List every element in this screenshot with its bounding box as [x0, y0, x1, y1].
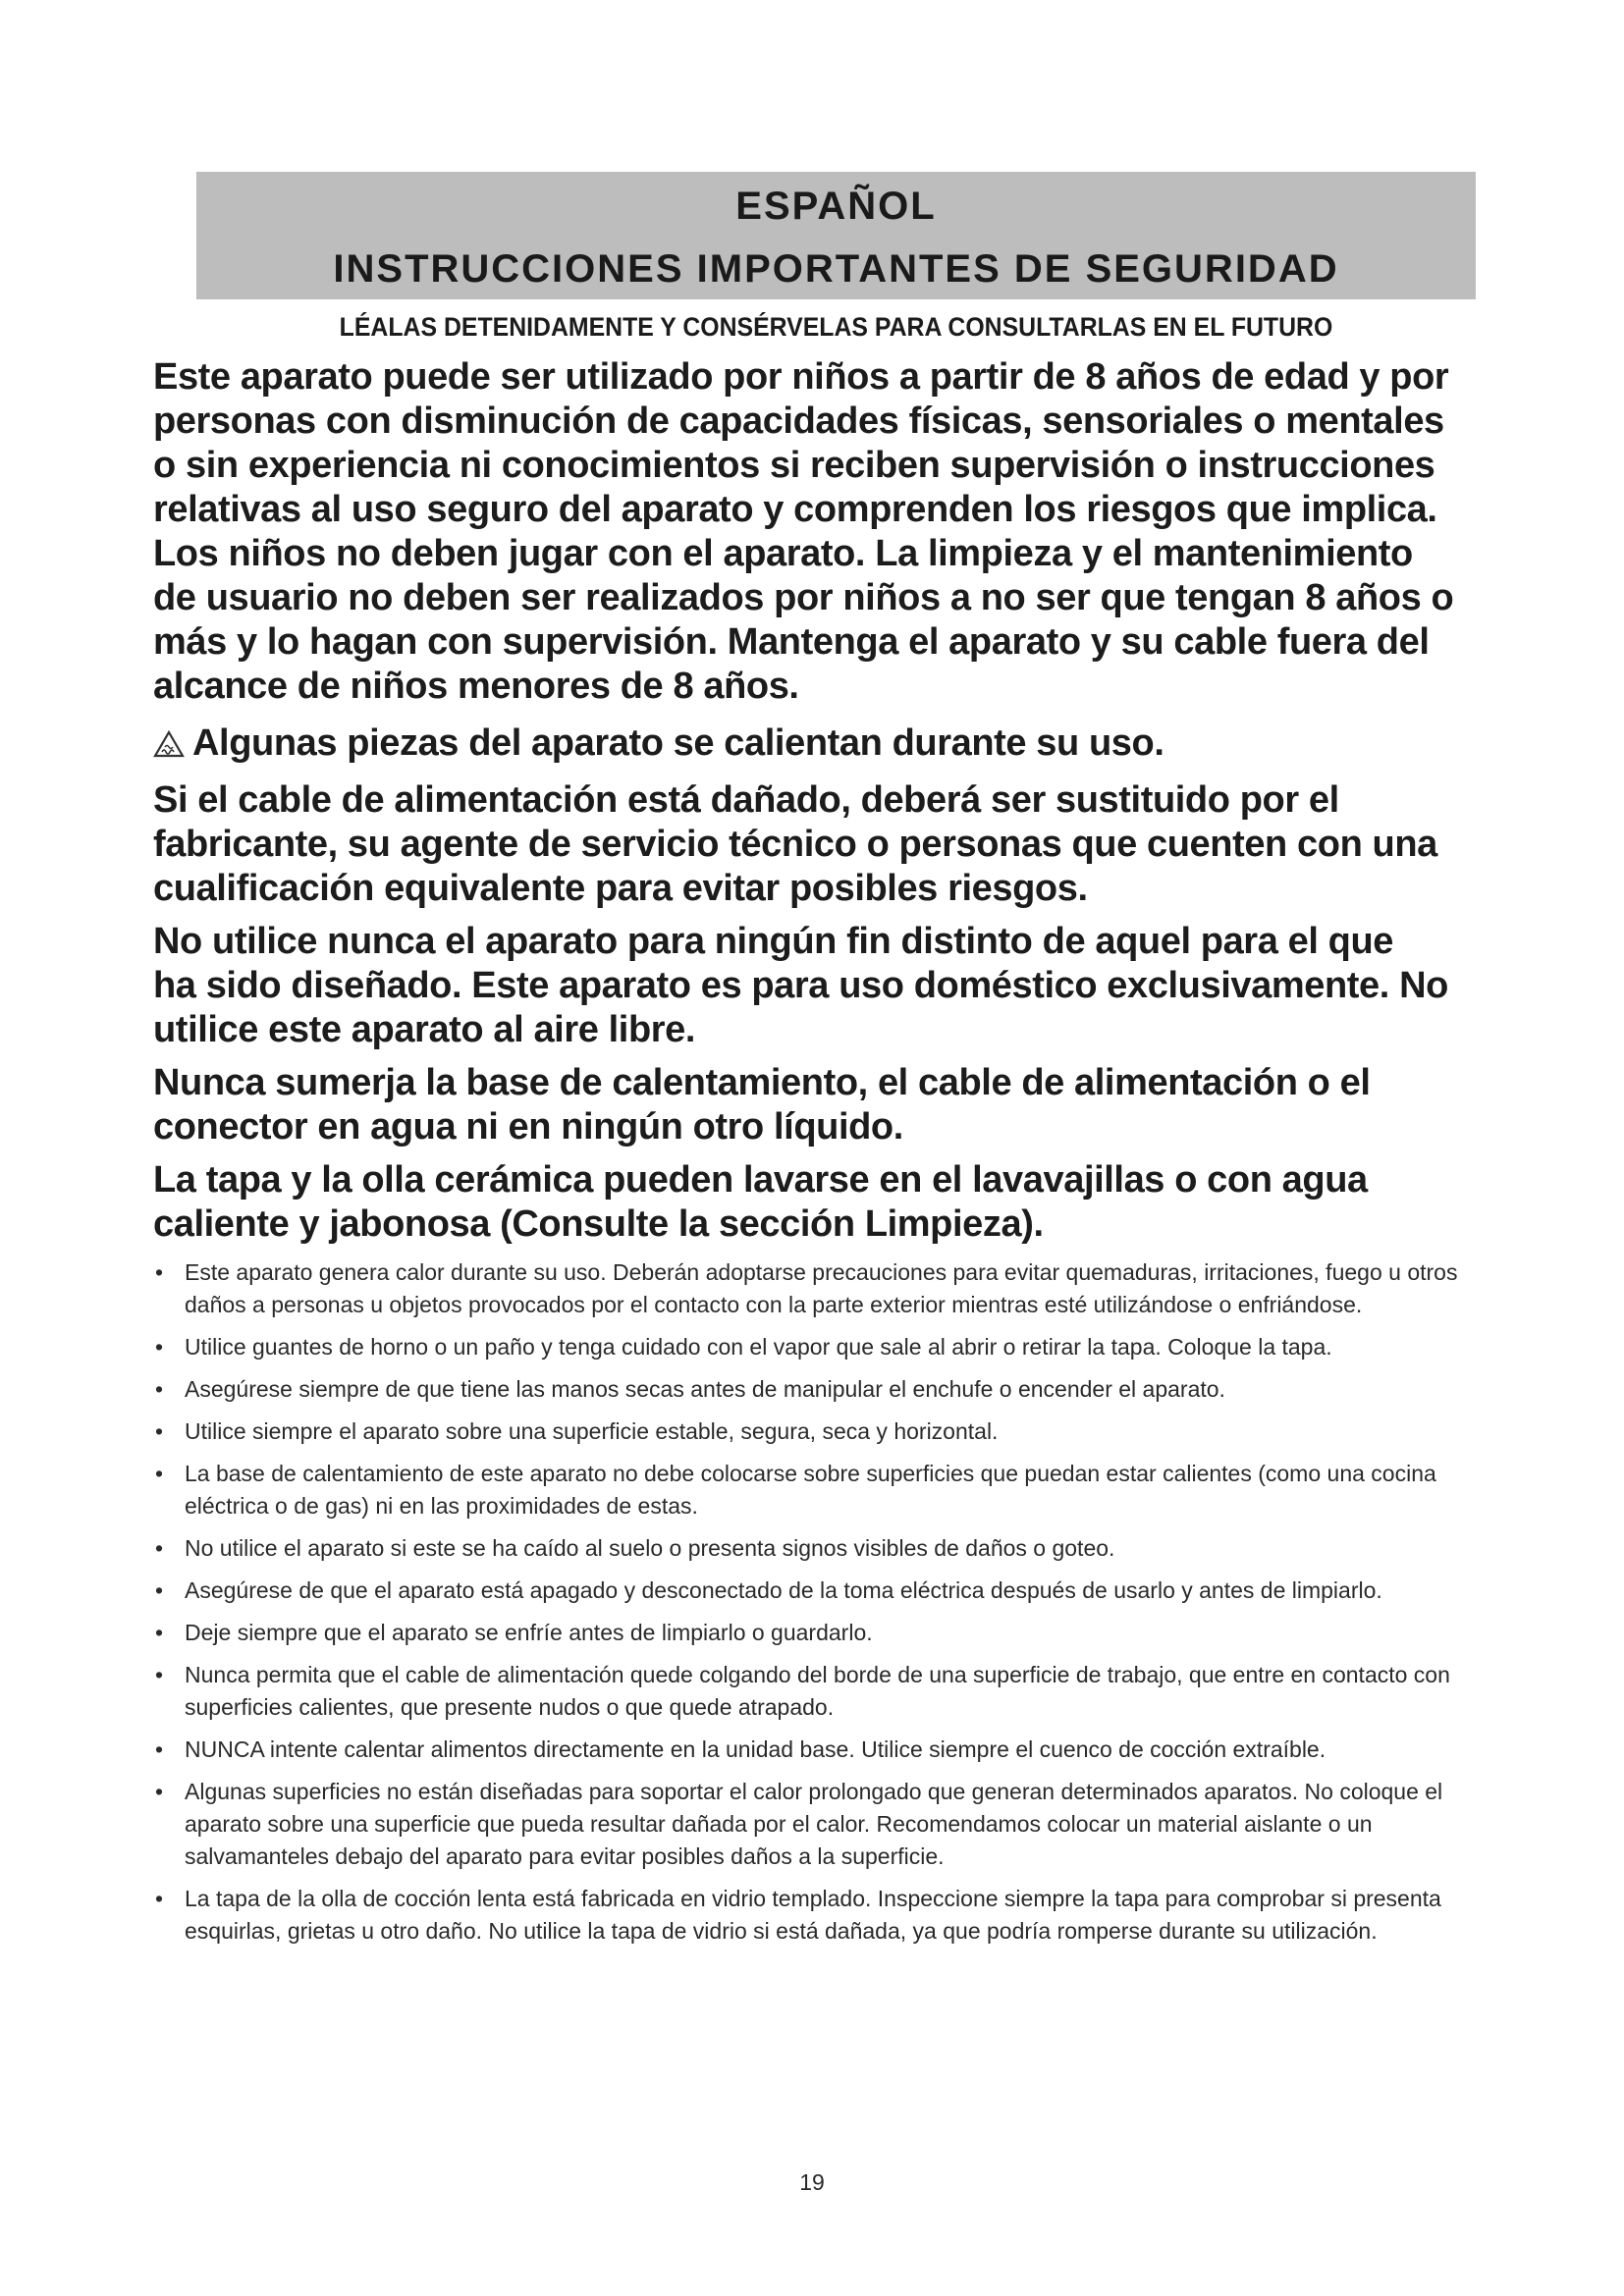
safety-title: INSTRUCCIONES IMPORTANTES DE SEGURIDAD: [333, 247, 1339, 291]
paragraph-dishwasher: [153, 1158, 1518, 1247]
text-line: Nunca sumerja la base de calentamiento, el cable de alimentación o el: [153, 1062, 1371, 1103]
list-item-text: Asegúrese de que el aparato está apagado y desconectado de la toma eléctrica después de usarlo y antes de limpiarlo.: [185, 1577, 1382, 1603]
list-item: [155, 1373, 1520, 1406]
paragraph-cable-damage: [153, 778, 1518, 911]
bullet-marker: •: [155, 1662, 164, 1687]
bullet-marker: •: [155, 1334, 164, 1360]
list-item-text: La base de calentamiento de este aparato no debe colocarse sobre superficies que puedan estar calientes (como una cocina eléctrica o de gas) ni en las proximidades de estas.: [185, 1461, 1436, 1519]
list-item: [155, 1415, 1520, 1448]
list-item-text: La tapa de la olla de cocción lenta está fabricada en vidrio templado. Inspeccione siempre la tapa para comprobar si presenta esquirlas, grietas u otro daño. No utilice la tapa de vidrio si está dañada, ya que podría romperse durante su utilización.: [185, 1886, 1441, 1944]
language-title: ESPAÑOL: [735, 185, 937, 228]
list-item-text: No utilice el aparato si este se ha caído al suelo o presenta signos visibles de daños o goteo.: [185, 1535, 1115, 1561]
text-line: caliente y jabonosa (Consulte la sección Limpieza).: [153, 1203, 1044, 1245]
text-line: Si el cable de alimentación está dañado, deberá ser sustituido por el: [153, 779, 1339, 821]
text-line: alcance de niños menores de 8 años.: [153, 666, 799, 707]
text-line: fabricante, su agente de servicio técnico o personas que cuenten con una: [153, 824, 1437, 865]
list-item: [155, 1331, 1520, 1363]
list-item: [155, 1734, 1520, 1766]
text-line: La tapa y la olla cerámica pueden lavarse en el lavavajillas o con agua: [153, 1159, 1368, 1201]
list-item-text: Utilice guantes de horno o un paño y tenga cuidado con el vapor que sale al abrir o retirar la tapa. Coloque la tapa.: [185, 1334, 1332, 1360]
bullet-marker: •: [155, 1259, 164, 1285]
text-line: más y lo hagan con supervisión. Mantenga el aparato y su cable fuera del: [153, 621, 1430, 663]
list-item-text: Asegúrese siempre de que tiene las manos secas antes de manipular el enchufe o encender el aparato.: [185, 1376, 1225, 1402]
text-line: relativas al uso seguro del aparato y comprenden los riesgos que implica.: [153, 489, 1437, 530]
bullet-marker: •: [155, 1376, 164, 1402]
list-item-text: Este aparato genera calor durante su uso. Deberán adoptarse precauciones para evitar quemaduras, irritaciones, fuego u otros daños a personas u objetos provocados por el contacto con la parte exterior mientras esté utilizándose o enfriándose.: [185, 1259, 1458, 1317]
text-line: personas con disminución de capacidades físicas, sensoriales o mentales: [153, 400, 1444, 442]
bullet-marker: •: [155, 1535, 164, 1561]
text-line: conector en agua ni en ningún otro líquido.: [153, 1106, 903, 1148]
list-item: [155, 1776, 1520, 1873]
bullet-marker: •: [155, 1418, 164, 1444]
text-line: Los niños no deben jugar con el aparato. La limpieza y el mantenimiento: [153, 533, 1413, 574]
text-line: o sin experiencia ni conocimientos si reciben supervisión o instrucciones: [153, 445, 1435, 486]
bullet-marker: •: [155, 1886, 164, 1911]
list-item-text: NUNCA intente calentar alimentos directamente en la unidad base. Utilice siempre el cuenco de cocción extraíble.: [185, 1736, 1326, 1762]
list-item-text: Deje siempre que el aparato se enfríe antes de limpiarlo o guardarlo.: [185, 1620, 873, 1645]
paragraph-intended-use: [153, 920, 1518, 1052]
list-item: [155, 1617, 1520, 1649]
list-item: [155, 1883, 1520, 1948]
bullet-marker: •: [155, 1461, 164, 1486]
list-item: [155, 1659, 1520, 1724]
list-item-text: Algunas superficies no están diseñadas para soportar el calor prolongado que generan determinados aparatos. No coloque el aparato sobre una superficie que pueda resultar dañada por el calor. Recomendamos colocar un material aislante o un salvamanteles debajo del aparato para evitar posibles daños a la superficie.: [185, 1779, 1443, 1869]
text-line: utilice este aparato al aire libre.: [153, 1009, 696, 1050]
list-item-text: Utilice siempre el aparato sobre una superficie estable, segura, seca y horizontal.: [185, 1418, 999, 1444]
subtitle: LÉALAS DETENIDAMENTE Y CONSÉRVELAS PARA CONSULTARLAS EN EL FUTURO: [339, 312, 1333, 342]
list-item: [155, 1532, 1520, 1565]
text-line: Este aparato puede ser utilizado por niños a partir de 8 años de edad y por: [153, 356, 1449, 398]
list-item: [155, 1458, 1520, 1522]
hot-parts-warning: [153, 721, 1518, 766]
paragraph-children-use: [153, 355, 1518, 709]
bullet-marker: •: [155, 1620, 164, 1645]
bullet-marker: •: [155, 1736, 164, 1762]
bullet-marker: •: [155, 1577, 164, 1603]
page-number: 19: [799, 2169, 825, 2195]
text-line: cualificación equivalente para evitar posibles riesgos.: [153, 868, 1088, 909]
list-item: [155, 1256, 1520, 1321]
text-line: de usuario no deben ser realizados por niños a no ser que tengan 8 años o: [153, 577, 1454, 618]
list-item: [155, 1575, 1520, 1607]
warning-text: Algunas piezas del aparato se calientan durante su uso.: [192, 722, 1164, 764]
bullet-list: [155, 1256, 1520, 1957]
paragraph-immersion: [153, 1061, 1518, 1149]
text-line: ha sido diseñado. Este aparato es para uso doméstico exclusivamente. No: [153, 965, 1448, 1006]
bullet-marker: •: [155, 1779, 164, 1804]
text-line: No utilice nunca el aparato para ningún fin distinto de aquel para el que: [153, 921, 1393, 962]
warning-icon: [153, 730, 185, 758]
list-item-text: Nunca permita que el cable de alimentación quede colgando del borde de una superficie de trabajo, que entre en contacto con superficies calientes, que presente nudos o que quede atrapado.: [185, 1662, 1450, 1720]
